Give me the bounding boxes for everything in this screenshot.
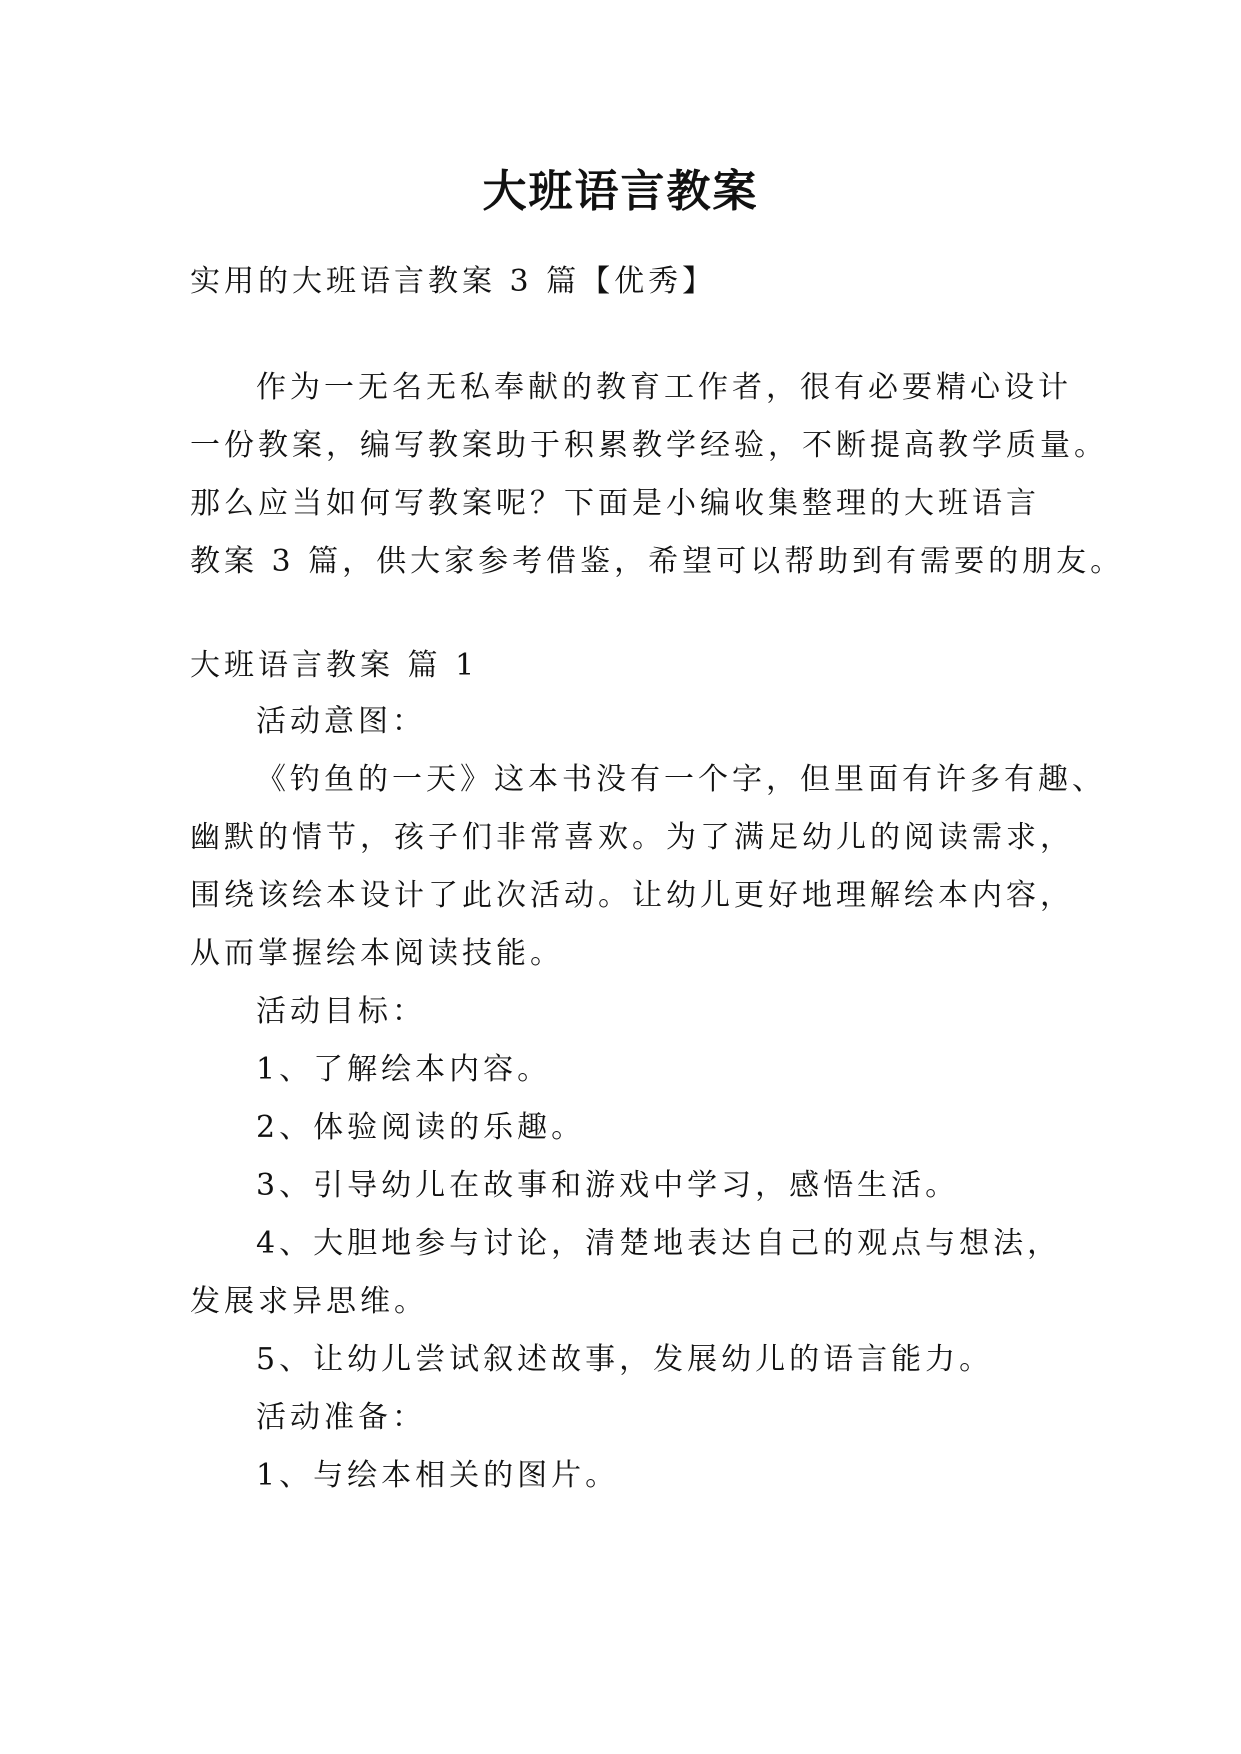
intent-paragraph-line: 围绕该绘本设计了此次活动。让幼儿更好地理解绘本内容， — [190, 878, 1074, 913]
goal-item: 3、引导幼儿在故事和游戏中学习，感悟生活。 — [256, 1168, 960, 1203]
goal-item-continuation: 发展求异思维。 — [190, 1284, 428, 1319]
intro-paragraph-line: 一份教案，编写教案助于积累教学经验，不断提高教学质量。 — [190, 428, 1108, 463]
document-subtitle: 实用的大班语言教案 3 篇【优秀】 — [190, 264, 717, 299]
prep-item: 1、与绘本相关的图片。 — [256, 1458, 620, 1493]
intro-paragraph-line: 那么应当如何写教案呢？下面是小编收集整理的大班语言 — [190, 486, 1040, 521]
goal-item: 2、体验阅读的乐趣。 — [256, 1110, 586, 1145]
goal-item: 4、大胆地参与讨论，清楚地表达自己的观点与想法， — [256, 1226, 1062, 1261]
prep-label: 活动准备： — [256, 1400, 426, 1435]
intent-paragraph-line: 从而掌握绘本阅读技能。 — [190, 936, 564, 971]
goals-label: 活动目标： — [256, 994, 426, 1029]
goal-item: 1、了解绘本内容。 — [256, 1052, 552, 1087]
intro-paragraph-line: 作为一无名无私奉献的教育工作者，很有必要精心设计 — [256, 370, 1072, 405]
section-heading: 大班语言教案 篇 1 — [190, 648, 479, 683]
intent-paragraph-line: 《钓鱼的一天》这本书没有一个字，但里面有许多有趣、 — [256, 762, 1106, 797]
goal-item: 5、让幼儿尝试叙述故事，发展幼儿的语言能力。 — [256, 1342, 994, 1377]
intent-label: 活动意图： — [256, 704, 426, 739]
document-title: 大班语言教案 — [482, 166, 759, 217]
intro-paragraph-line: 教案 3 篇，供大家参考借鉴，希望可以帮助到有需要的朋友。 — [190, 544, 1125, 579]
intent-paragraph-line: 幽默的情节，孩子们非常喜欢。为了满足幼儿的阅读需求， — [190, 820, 1074, 855]
